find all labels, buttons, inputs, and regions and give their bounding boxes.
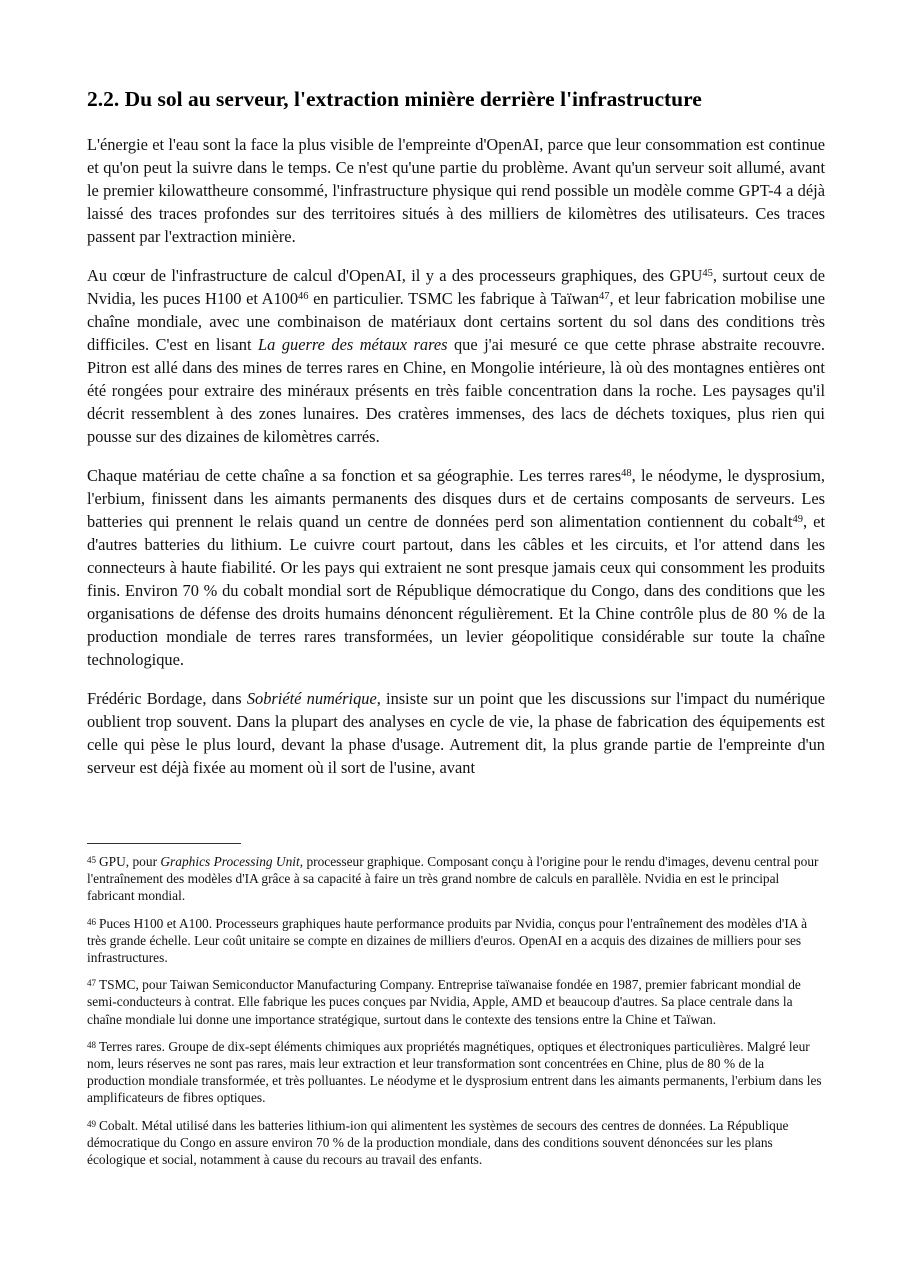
paragraph-2-text: Au cœur de l'infrastructure de calcul d'OpenAI, il y a des processeurs graphiques, des GPU	[87, 266, 703, 285]
footnote-number: 49	[87, 1118, 96, 1129]
footnote-term: Graphics Processing Unit	[160, 854, 300, 869]
footnote-49	[87, 1117, 825, 1169]
paragraph-3-text: , le néodyme, le dysprosium, l'erbium, finissent dans les aimants permanents des disques durs et de certains composants de serveurs. Les batteries qui prennent le relais quand un centre de données perd son alimentation contiennent du cobalt	[87, 466, 825, 531]
section-heading: 2.2. Du sol au serveur, l'extraction minière derrière l'infrastructure	[87, 87, 702, 111]
footnote-45	[87, 853, 825, 905]
footnote-number: 47	[87, 978, 96, 989]
book-title: La guerre des métaux rares	[258, 335, 448, 354]
footnote-text: TSMC, pour Taiwan Semiconductor Manufacturing Company. Entreprise taïwanaise fondée en 1987, premier fabricant mondial de semi-conducteurs à contrat. Elle fabrique les puces conçues par Nvidia, Apple, AMD et beaucoup d'autres. Sa place centrale dans la chaîne mondiale lui donne une importance stratégique, surtout dans le contexte des tensions entre la Chine et Taïwan.	[87, 977, 801, 1027]
footnote-ref-49[interactable]: 49	[792, 514, 803, 525]
paragraph-2	[87, 264, 825, 448]
paragraph-3-text: , et d'autres batteries du lithium. Le cuivre court partout, dans les câbles et les circuits, et l'or attend dans les connecteurs à haute fiabilité. Or les pays qui extraient ne sont presque jamais ceux qui consomment les produits finis. Environ 70 % du cobalt mondial sort de République démocratique du Congo, dans des conditions que les organisations de défense des droits humains dénoncent régulièrement. Et la Chine contrôle plus de 80 % de la production mondiale de terres rares transformées, un levier géopolitique considérable sur toute la chaîne technologique.	[87, 512, 825, 669]
footnote-ref-47[interactable]: 47	[598, 291, 610, 302]
paragraph-4	[87, 687, 825, 779]
footnote-46	[87, 915, 825, 967]
page-body	[87, 84, 825, 779]
footnote-ref-48[interactable]: 48	[621, 468, 632, 479]
footnote-ref-46[interactable]: 46	[298, 291, 309, 302]
paragraph-2-text: , surtout ceux de Nvidia, les puces H100 et A100	[87, 266, 825, 308]
footnote-text: GPU, pour	[99, 854, 161, 869]
paragraph-4-text: Frédéric Bordage, dans	[87, 689, 247, 708]
paragraph-2-text: que j'ai mesuré ce que cette phrase abstraite recouvre. Pitron est allé dans des mines de terres rares en Chine, en Mongolie intérieure, là où des montagnes entières ont été rongées pour extraire des minéraux présents en très faible concentration dans la roche. Les paysages qu'il décrit ressemblent à des zones lunaires. Des cratères immenses, des lacs de déchets toxiques, plus rien qui pousse sur des dizaines de kilomètres carrés.	[87, 335, 825, 446]
footnote-text: Terres rares. Groupe de dix-sept éléments chimiques aux propriétés magnétiques, optiques et électroniques particulières. Malgré leur nom, leurs réserves ne sont pas rares, mais leur extraction et leur transformation sont concentrées en Chine, plus de 80 % de la production mondiale transformée, et très polluantes. Le néodyme et le dysprosium entrent dans les aimants permanents, l'erbium dans les amplificateurs de fibres optiques.	[87, 1038, 822, 1106]
paragraph-3-text: Chaque matériau de cette chaîne a sa fonction et sa géographie. Les terres rares	[87, 466, 622, 485]
paragraph-1: L'énergie et l'eau sont la face la plus visible de l'empreinte d'OpenAI, parce que leur consommation est continue et qu'on peut la suivre dans le temps. Ce n'est qu'une partie du problème. Avant qu'un serveur soit allumé, avant le premier kilowattheure consommé, l'infrastructure physique qui rend possible un modèle comme GPT-4 a déjà laissé des traces profondes sur des territoires situés à des milliers de kilomètres des utilisateurs. Ces traces passent par l'extraction minière.	[87, 135, 825, 246]
paragraph-4-text: , insiste sur un point que les discussions sur l'impact du numérique oublient trop souvent. Dans la plupart des analyses en cycle de vie, la phase de fabrication des équipements est celle qui pèse le plus lourd, devant la phase d'usage. Autrement dit, la plus grande partie de l'empreinte d'un serveur est déjà fixée au moment où il sort de l'usine, avant	[87, 689, 825, 777]
footnote-ref-45[interactable]: 45	[702, 268, 713, 279]
footnote-number: 45	[87, 855, 96, 865]
paragraph-3	[87, 464, 825, 671]
paragraph-2-text: , et leur fabrication mobilise une chaîne mondiale, avec une combinaison de matériaux dont certains sortent du sol dans des conditions très difficiles. C'est en lisant	[87, 289, 826, 354]
paragraph-2-text: en particulier. TSMC les fabrique à Taïwan	[308, 289, 599, 308]
footnote-text: Cobalt. Métal utilisé dans les batteries lithium-ion qui alimentent les systèmes de secours des centres de données. La République démocratique du Congo en assure environ 70 % de la production mondiale, dans des conditions souvent dénoncées sur les plans écologique et social, notamment à cause du recours au travail des enfants.	[87, 1117, 789, 1168]
footnote-47	[87, 976, 825, 1028]
footnote-number: 46	[87, 916, 96, 927]
footnote-text: , processeur graphique. Composant conçu à l'origine pour le rendu d'images, devenu central pour l'entraînement des modèles d'IA grâce à sa capacité à faire un très grand nombre de calculs en parallèle. Nvidia en est le principal fabricant mondial.	[87, 854, 819, 904]
footnote-number: 48	[87, 1039, 96, 1050]
footnote-48	[87, 1038, 825, 1107]
footnote-separator	[87, 843, 241, 844]
footnotes	[87, 853, 825, 1178]
book-title: Sobriété numérique	[246, 689, 377, 708]
footnote-text: Puces H100 et A100. Processeurs graphiques haute performance produits par Nvidia, conçus pour l'entraînement des modèles d'IA à très grande échelle. Leur coût unitaire se compte en dizaines de milliers d'euros. OpenAI en a acquis des dizaines de milliers pour ses infrastructures.	[87, 915, 808, 966]
